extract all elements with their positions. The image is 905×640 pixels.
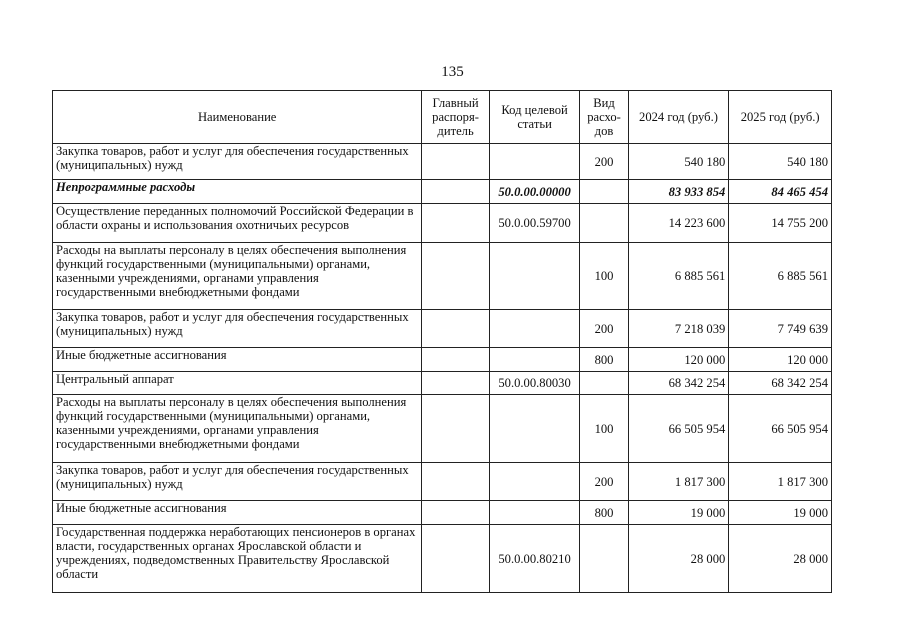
cell-2025: 68 342 254 xyxy=(729,372,832,395)
cell-chief xyxy=(422,463,489,501)
cell-code: 50.0.00.80030 xyxy=(489,372,580,395)
cell-code: 50.0.00.59700 xyxy=(489,204,580,243)
cell-2025: 28 000 xyxy=(729,525,832,593)
cell-2024: 14 223 600 xyxy=(628,204,729,243)
table-row xyxy=(53,310,832,348)
cell-name: Иные бюджетные ассигнования xyxy=(53,501,422,525)
cell-kind: 800 xyxy=(580,501,628,525)
cell-chief xyxy=(422,501,489,525)
header-name: Наименование xyxy=(53,91,422,144)
cell-kind: 100 xyxy=(580,243,628,310)
cell-code xyxy=(489,144,580,180)
cell-2024: 83 933 854 xyxy=(628,180,729,204)
cell-code xyxy=(489,463,580,501)
table-row xyxy=(53,348,832,372)
cell-code xyxy=(489,243,580,310)
cell-name: Закупка товаров, работ и услуг для обеспечения государственных (муниципальных) нужд xyxy=(53,144,422,180)
cell-2025: 84 465 454 xyxy=(729,180,832,204)
header-kind: Вид расхо-дов xyxy=(580,91,628,144)
cell-2025: 19 000 xyxy=(729,501,832,525)
table-row xyxy=(53,463,832,501)
cell-2024: 6 885 561 xyxy=(628,243,729,310)
page-number: 135 xyxy=(441,64,464,80)
cell-2024: 540 180 xyxy=(628,144,729,180)
cell-code xyxy=(489,501,580,525)
table-row xyxy=(53,204,832,243)
table-row xyxy=(53,395,832,463)
cell-2024: 120 000 xyxy=(628,348,729,372)
cell-code xyxy=(489,348,580,372)
cell-code: 50.0.00.80210 xyxy=(489,525,580,593)
cell-2024: 19 000 xyxy=(628,501,729,525)
cell-2025: 66 505 954 xyxy=(729,395,832,463)
cell-name: Закупка товаров, работ и услуг для обеспечения государственных (муниципальных) нужд xyxy=(53,463,422,501)
header-code: Код целевой статьи xyxy=(489,91,580,144)
cell-2024: 7 218 039 xyxy=(628,310,729,348)
table-row xyxy=(53,180,832,204)
cell-name: Государственная поддержка неработающих пенсионеров в органах власти, государственных органах Ярославской области и учреждениях, подведомственных Правительству Ярославской области xyxy=(53,525,422,593)
table-row xyxy=(53,525,832,593)
cell-chief xyxy=(422,525,489,593)
cell-2025: 6 885 561 xyxy=(729,243,832,310)
cell-kind xyxy=(580,204,628,243)
cell-name: Закупка товаров, работ и услуг для обеспечения государственных (муниципальных) нужд xyxy=(53,310,422,348)
cell-2025: 14 755 200 xyxy=(729,204,832,243)
table-row xyxy=(53,501,832,525)
cell-2024: 1 817 300 xyxy=(628,463,729,501)
cell-kind xyxy=(580,180,628,204)
cell-chief xyxy=(422,395,489,463)
cell-2025: 120 000 xyxy=(729,348,832,372)
cell-kind: 100 xyxy=(580,395,628,463)
table-row xyxy=(53,144,832,180)
cell-chief xyxy=(422,243,489,310)
table-row xyxy=(53,372,832,395)
table-body xyxy=(53,144,832,593)
cell-kind xyxy=(580,372,628,395)
cell-name: Иные бюджетные ассигнования xyxy=(53,348,422,372)
cell-name: Расходы на выплаты персоналу в целях обеспечения выполнения функций государственными (муниципальными) органами, казенными учреждениями, органами управления государственными внебюджетными фондами xyxy=(53,395,422,463)
header-2025: 2025 год (руб.) xyxy=(729,91,832,144)
cell-chief xyxy=(422,348,489,372)
cell-chief xyxy=(422,204,489,243)
cell-chief xyxy=(422,144,489,180)
cell-kind: 200 xyxy=(580,144,628,180)
cell-2025: 1 817 300 xyxy=(729,463,832,501)
cell-chief xyxy=(422,372,489,395)
cell-name: Осуществление переданных полномочий Российской Федерации в области охраны и использования охотничьих ресурсов xyxy=(53,204,422,243)
cell-2025: 7 749 639 xyxy=(729,310,832,348)
cell-name: Непрограммные расходы xyxy=(53,180,422,204)
cell-name: Центральный аппарат xyxy=(53,372,422,395)
cell-kind xyxy=(580,525,628,593)
header-2024: 2024 год (руб.) xyxy=(628,91,729,144)
cell-2024: 68 342 254 xyxy=(628,372,729,395)
cell-chief xyxy=(422,310,489,348)
header-chief: Главный распоря-дитель xyxy=(422,91,489,144)
cell-2024: 28 000 xyxy=(628,525,729,593)
table-header-row xyxy=(53,91,832,144)
budget-table xyxy=(52,90,832,593)
cell-2024: 66 505 954 xyxy=(628,395,729,463)
cell-2025: 540 180 xyxy=(729,144,832,180)
table-row xyxy=(53,243,832,310)
cell-chief xyxy=(422,180,489,204)
cell-code xyxy=(489,395,580,463)
cell-code: 50.0.00.00000 xyxy=(489,180,580,204)
cell-kind: 800 xyxy=(580,348,628,372)
cell-name: Расходы на выплаты персоналу в целях обеспечения выполнения функций государственными (муниципальными) органами, казенными учреждениями, органами управления государственными внебюджетными фондами xyxy=(53,243,422,310)
cell-code xyxy=(489,310,580,348)
cell-kind: 200 xyxy=(580,463,628,501)
cell-kind: 200 xyxy=(580,310,628,348)
